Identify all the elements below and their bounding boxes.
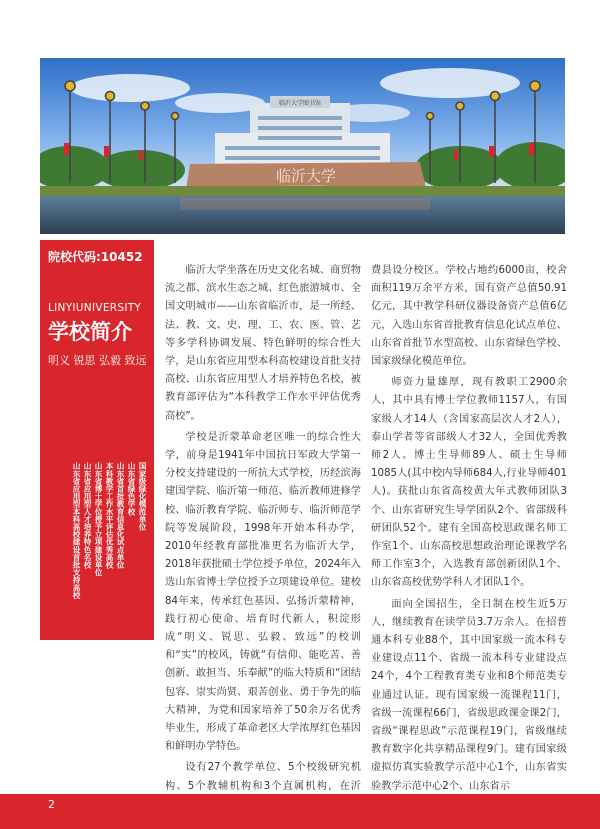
section-title: 学校简介: [48, 320, 132, 344]
text-column-left: [165, 262, 361, 817]
honor-item: 本科教学工作水平评估优秀高校: [105, 462, 114, 569]
honor-item: 山东省应用型人才培养特色名校: [83, 462, 92, 569]
school-code: 院校代码:10452: [48, 250, 143, 264]
honor-item: 山东省首批教育信息化试点单位: [116, 462, 125, 569]
intro-sidebar: [40, 240, 154, 640]
page-number: 2: [48, 798, 55, 811]
honor-item: 山东省绿色学校: [127, 462, 136, 516]
campus-photo-illustration: [40, 58, 565, 234]
honor-item: 山东省应用型本科高校建设首批支持高校: [72, 462, 81, 599]
paragraph: 师资力量雄厚，现有教职工2900余人，其中具有博士学位教师1157人，有国家级人才14人（含国家高层次人才2人），泰山学者等省部级人才32人，全国优秀教师2人。博士生导师89人、硕士生导师1085人(其中校内导师684人,行业导师401人)。获批山东省高校黄大年式教师团队3个、山东省研究生导学团队2个、省部级科研团队52个。建有全国高校思政课名师工作室1个、山东高校思想政治理论课教学名师工作室3个，入选教育部创新团队1个、山东省高校优势学科人才团队1个。: [371, 377, 567, 589]
paragraph: 设有27个教学单位、5个校级研究机构、5个教辅机构和3个直属机构，在沂: [165, 762, 361, 792]
footer-bar: [0, 794, 600, 829]
honors-list: [71, 462, 148, 638]
text-column-right: [371, 262, 567, 799]
university-name-en: LINYIUNIVERSITY: [48, 302, 142, 314]
honor-item: 山东省博士学位授予立项建设单位: [94, 462, 103, 576]
honor-item: 国家级绿化模范单位: [138, 462, 147, 531]
paragraph: 费县设分校区。学校占地约6000亩，校舍面积119万余平方米，国有资产总值50.91亿元，其中教学科研仪器设备资产总值6亿元，入选山东省首批教育信息化试点单位、山东省首批节水型高校、山东省绿色学校、国家级绿化模范单位。: [371, 265, 567, 368]
paragraph: 面向全国招生，全日制在校生近5万人，继续教育在读学员3.7万余人。在招普通本科专业88个，其中国家级一流本科专业建设点11个、省级一流本科专业建设点24个，4个工程教育类专业和8个师范类专业通过认证。现有国家级一流课程11门，省级一流课程66门，省级思政课金课2门，省级“课程思政”示范课程19门，省级继续教育数字化共享精品课程9门。建有国家级虚拟仿真实验教学示范中心1个，山东省实验教学示范中心2个、山东省示: [371, 598, 567, 792]
stone-inscription: 临沂大学: [275, 167, 337, 185]
paragraph: 学校是沂蒙革命老区唯一的综合性大学，前身是1941年中国抗日军政大学第一分校支持建设的一所抗大式学校，历经滨海建国学院、临沂第一师范、临沂教师进修学校、临沂教育学院、临沂师专、临沂师范学院等发展阶段，1998年开始本科办学，2010年经教育部批准更名为临沂大学，2018年获批硕士学位授予单位，2024年入选山东省博士学位授予立项建设单位。建校84年来，传承红色基因、弘扬沂蒙精神，践行初心使命、培育时代新人，积淀形成“明义、锐思、弘毅、致远”的校训和“实”的校风，铸就“有信仰、能吃苦、善创新、敢担当、乐奉献”的临大特质和“团结包容、崇实尚贤、艰苦创业、勇于争先的临大精神，为党和国家培养了50余万名优秀毕业生，形成了革命老区大学浓厚红色基因和鲜明办学特色。: [165, 431, 361, 753]
school-motto: 明义 锐思 弘毅 致远: [48, 354, 147, 367]
campus-photo: [40, 58, 565, 234]
paragraph: 临沂大学坐落在历史文化名城、商贸物流之都、滨水生态之城、红色旅游城市、全国文明城市——山东省临沂市，是一所经、法、教、文、史、理、工、农、医、管、艺等多学科协调发展、特色鲜明的综合性大学，是山东省应用型本科高校建设首批支持高校、山东省应用型人才培养特色名校，被教育部评估为“本科教学工作水平评估优秀高校”。: [165, 265, 361, 422]
building-sign: 临沂大学图书馆: [278, 100, 322, 107]
